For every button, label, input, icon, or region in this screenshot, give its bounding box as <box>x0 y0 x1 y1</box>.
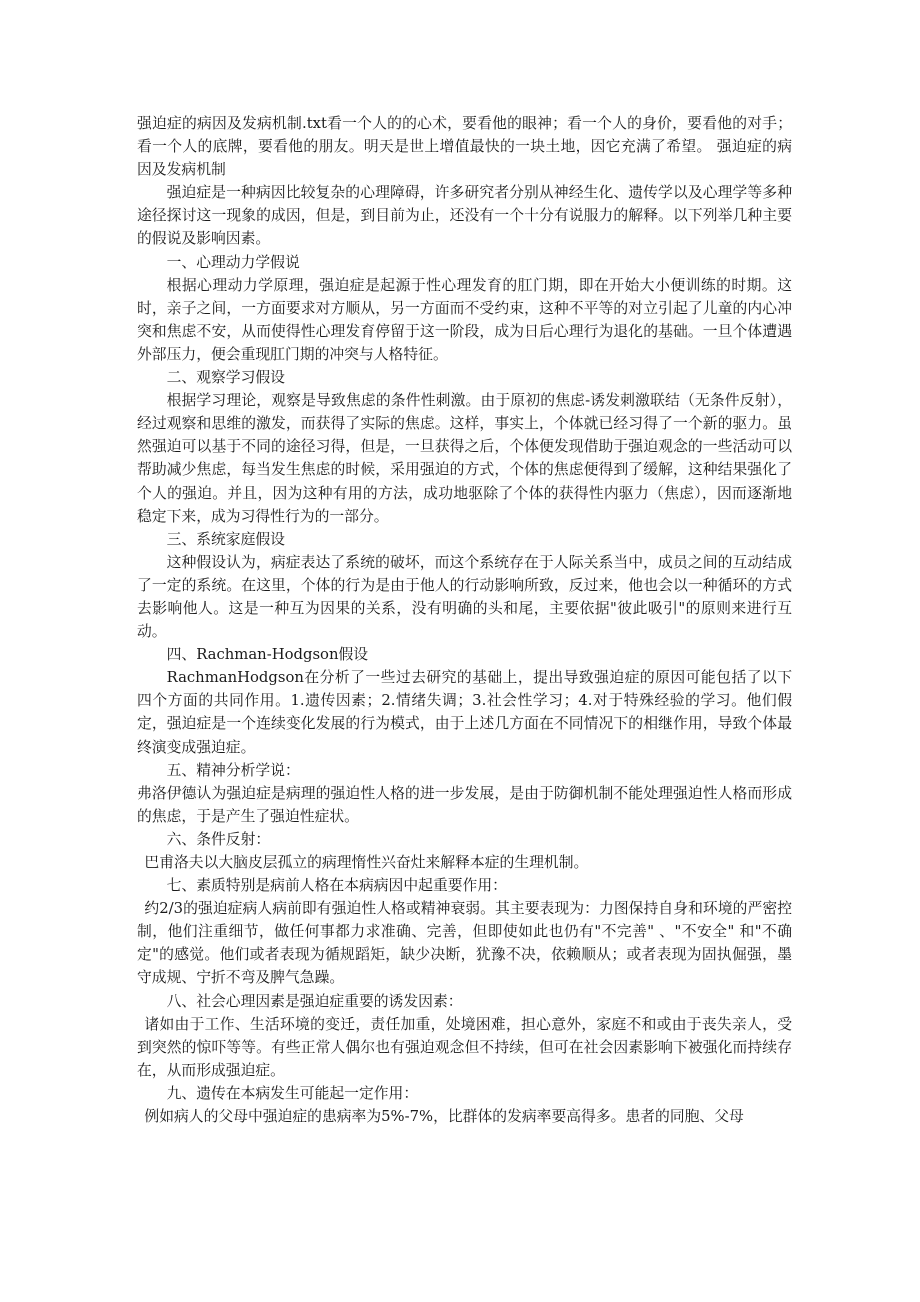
section-6-body: 巴甫洛夫以大脑皮层孤立的病理惰性兴奋灶来解释本症的生理机制。 <box>144 854 589 871</box>
overview-paragraph: 强迫症是一种病因比较复杂的心理障碍，许多研究者分别从神经生化、遗传学以及心理学等多种途径探讨这一现象的成因，但是，到目前为止，还没有一个十分有说服力的解释。以下列举几种主要的假说及影响因素。 <box>137 184 792 248</box>
section-4-heading: 四、Rachman-Hodgson假设 <box>166 646 369 664</box>
intro-paragraph: 强迫症的病因及发病机制.txt看一个人的的心术，要看他的眼神；看一个人的身价，要看他的对手；看一个人的底牌，要看他的朋友。明天是世上增值最快的一块土地，因它充满了希望。 强迫症的病因及发病机制 <box>137 115 792 179</box>
section-5-heading: 五、精神分析学说： <box>166 761 300 779</box>
section-7-body: 约2/3的强迫症病人病前即有强迫性人格或精神衰弱。其主要表现为：力图保持自身和环境的严密控制，他们注重细节，做任何事都力求准确、完善，但即使如此也仍有"不完善" 、"不安全" 和"不确定"的感觉。他们或者表现为循规蹈矩，缺少决断，犹豫不决，依赖顺从；或者表现为固执倔强，墨守成规、宁折不弯及脾气急躁。 <box>137 900 792 987</box>
section-8-body: 诸如由于工作、生活环境的变迁，责任加重，处境困难，担心意外，家庭不和或由于丧失亲人，受到突然的惊吓等等。有些正常人偶尔也有强迫观念但不持续，但可在社会因素影响下被强化而持续存在，从而形成强迫症。 <box>137 1015 792 1079</box>
section-1-body: 根据心理动力学原理，强迫症是起源于性心理发育的肛门期，即在开始大小便训练的时期。这时，亲子之间，一方面要求对方顺从，另一方面而不受约束，这种不平等的对立引起了儿童的内心冲突和焦虑不安，从而使得性心理发育停留于这一阶段，成为日后心理行为退化的基础。一旦个体遭遇外部压力，便会重现肛门期的冲突与人格特征。 <box>137 276 792 363</box>
section-6-heading: 六、条件反射： <box>166 830 271 848</box>
section-2-heading: 二、观察学习假设 <box>166 369 285 387</box>
section-8-heading: 八、社会心理因素是强迫症重要的诱发因素： <box>166 992 463 1010</box>
section-2-body: 根据学习理论，观察是导致焦虑的条件性刺激。由于原初的焦虑-诱发刺激联结（无条件反射），经过观察和思维的激发，而获得了实际的焦虑。这样，事实上，个体就已经习得了一个新的驱力。虽然强迫可以基于不同的途径习得，但是，一旦获得之后，个体便发现借助于强迫观念的一些活动可以帮助减少焦虑，每当发生焦虑的时候，采用强迫的方式，个体的焦虑便得到了缓解，这种结果强化了个人的强迫。并且，因为这种有用的方法，成功地驱除了个体的获得性内驱力（焦虑），因而逐渐地稳定下来，成为习得性行为的一部分。 <box>137 392 792 525</box>
section-4-body: RachmanHodgson在分析了一些过去研究的基础上，提出导致强迫症的原因可能包括了以下四个方面的共同作用。1.遗传因素；2.情绪失调；3.社会性学习；4.对于特殊经验的学习。他们假定，强迫症是一个连续变化发展的行为模式，由于上述几方面在不同情况下的相继作用，导致个体最终演变成强迫症。 <box>137 669 792 756</box>
document-page <box>137 112 792 1128</box>
section-3-body: 这种假设认为，病症表达了系统的破坏，而这个系统存在于人际关系当中，成员之间的互动结成了一定的系统。在这里，个体的行为是由于他人的行动影响所致，反过来，他也会以一种循环的方式去影响他人。这是一种互为因果的关系，没有明确的头和尾，主要依据"彼此吸引"的原则来进行互动。 <box>137 553 792 641</box>
section-3-heading: 三、系统家庭假设 <box>166 530 285 548</box>
section-5-body: 弗洛伊德认为强迫症是病理的强迫性人格的进一步发展，是由于防御机制不能处理强迫性人格而形成的焦虑，于是产生了强迫性症状。 <box>137 784 792 825</box>
section-1-heading: 一、心理动力学假说 <box>166 253 300 271</box>
section-9-body: 例如病人的父母中强迫症的患病率为5%-7%，比群体的发病率要高得多。患者的同胞、父母 <box>144 1108 744 1126</box>
section-7-heading: 七、素质特别是病前人格在本病病因中起重要作用： <box>166 877 507 895</box>
section-9-heading: 九、遗传在本病发生可能起一定作用： <box>166 1084 419 1102</box>
